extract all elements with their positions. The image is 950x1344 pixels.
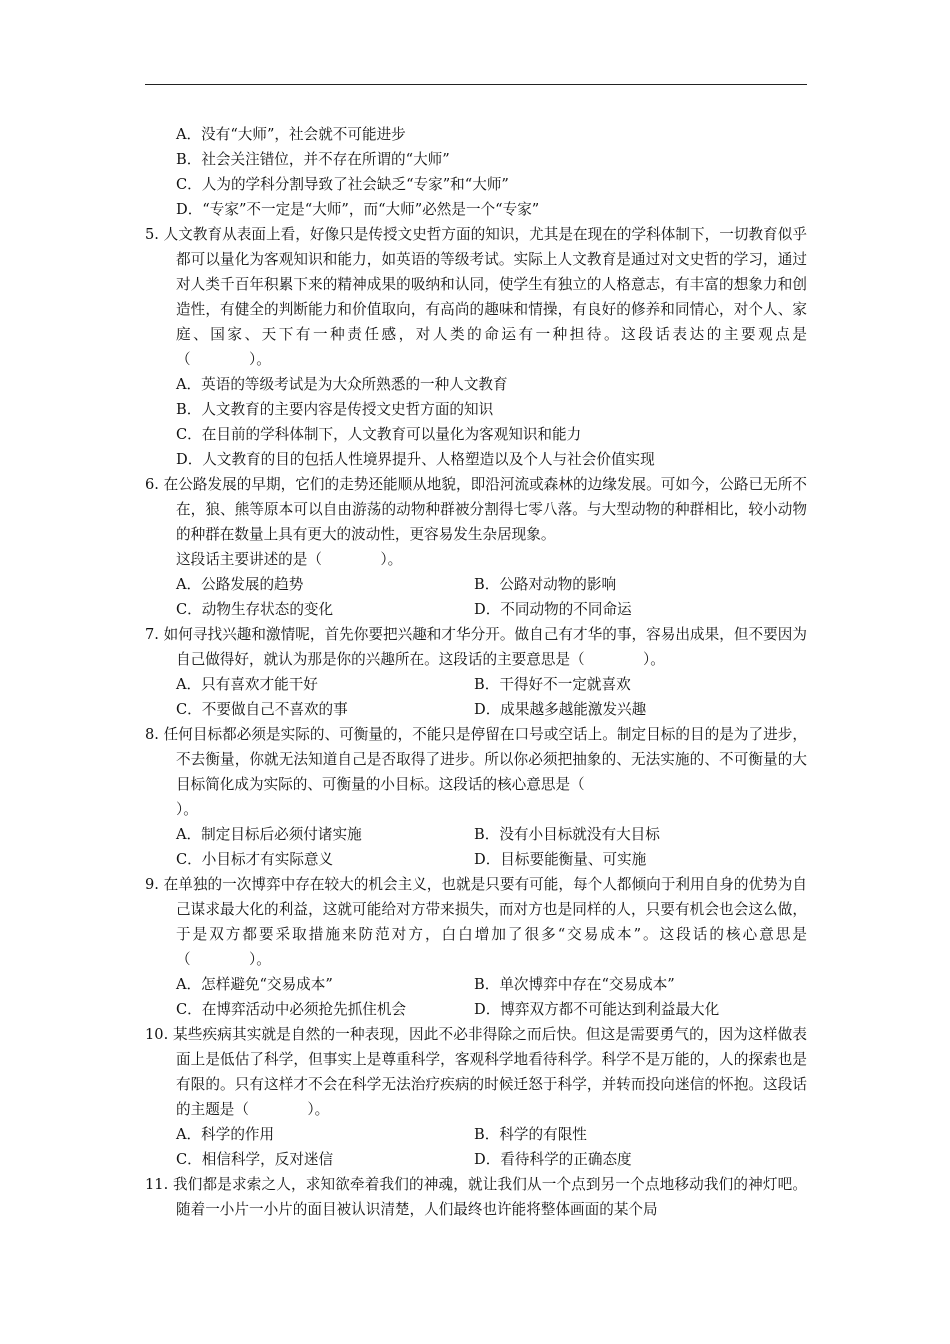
- q8-stem-tail: ）。: [176, 801, 198, 818]
- q5-option-d: D．人文教育的目的包括人性境界提升、人格塑造以及个人与社会价值实现: [176, 451, 655, 468]
- q4-option-a: A．没有“大师”，社会就不可能进步: [176, 126, 406, 143]
- q7-option-a: A．只有喜欢才能干好: [176, 676, 318, 693]
- q10-options-row-2: [145, 1147, 807, 1172]
- q6-stem: 6. 在公路发展的早期，它们的走势还能顺从地貌，即沿河流或森林的边缘发展。可如今，公路已无所不在，狼、熊等原本可以自由游荡的动物种群被分割得七零八落。与大型动物的种群相比，较小动物的种群在数量上具有更大的波动性，更容易发生杂居现象。: [145, 476, 807, 543]
- q5-option-b: B．人文教育的主要内容是传授文史哲方面的知识: [176, 401, 494, 418]
- q11-stem: 11. 我们都是求索之人，求知欲牵着我们的神魂，就让我们从一个点到另一个点地移动我们的神灯吧。随着一小片一小片的面目被认识清楚，人们最终也许能将整体画面的某个局: [145, 1176, 807, 1218]
- q8-stem: 8. 任何目标都必须是实际的、可衡量的，不能只是停留在口号或空话上。制定目标的目的是为了进步，不去衡量，你就无法知道自己是否取得了进步。所以你必须把抽象的、无法实施的、不可衡量的大目标简化成为实际的、可衡量的小目标。这段话的核心意思是（: [145, 726, 807, 793]
- q10-stem: 10. 某些疾病其实就是自然的一种表现，因此不必非得除之而后快。但这是需要勇气的，因为这样做表面上是低估了科学，但事实上是尊重科学，客观科学地看待科学。科学不是万能的，人的探索也是有限的。只有这样才不会在科学无法治疗疾病的时候迁怒于科学，并转而投向迷信的怀抱。这段话的主题是（ ）。: [145, 1026, 807, 1118]
- q5-stem: 5. 人文教育从表面上看，好像只是传授文史哲方面的知识，尤其是在现在的学科体制下，一切教育似乎都可以量化为客观知识和能力，如英语的等级考试。实际上人文教育是通过对文史哲的学习，通过对人类千百年积累下来的精神成果的吸纳和认同，使学生有独立的人格意志，有丰富的想象力和创造性，有健全的判断能力和价值取向，有高尚的趣味和情操，有良好的修养和同情心，对个人、家庭、国家、天下有一种责任感，对人类的命运有一种担待。这段话表达的主要观点是（ ）。: [145, 226, 807, 368]
- q7-stem: 7. 如何寻找兴趣和激情呢，首先你要把兴趣和才华分开。做自己有才华的事，容易出成果，但不要因为自己做得好，就认为那是你的兴趣所在。这段话的主要意思是（ ）。: [145, 626, 807, 668]
- q8-option-d: D．目标要能衡量、可实施: [474, 851, 647, 868]
- q9-option-d: D．博弈双方都不可能达到利益最大化: [474, 1001, 720, 1018]
- q5-option-a: A．英语的等级考试是为大众所熟悉的一种人文教育: [176, 376, 508, 393]
- q8-option-a: A．制定目标后必须付诸实施: [176, 826, 362, 843]
- q10-option-b: B．科学的有限性: [474, 1126, 587, 1143]
- q9-options-row-2: [145, 997, 807, 1022]
- q6-options-row-1: [145, 572, 807, 597]
- q8-option-c: C．小目标才有实际意义: [176, 851, 334, 868]
- q8-option-b: B．没有小目标就没有大目标: [474, 826, 660, 843]
- q10-option-d: D．看待科学的正确态度: [474, 1151, 632, 1168]
- q7-option-b: B．干得好不一定就喜欢: [474, 676, 631, 693]
- q8-options-row-2: [145, 847, 807, 872]
- q6-option-b: B．公路对动物的影响: [474, 576, 617, 593]
- q9-options-row-1: [145, 972, 807, 997]
- q5-option-c: C．在目前的学科体制下，人文教育可以量化为客观知识和能力: [176, 426, 582, 443]
- q10-option-c: C．相信科学，反对迷信: [176, 1151, 334, 1168]
- q9-option-c: C．在博弈活动中必须抢先抓住机会: [176, 1001, 407, 1018]
- q6-question: 这段话主要讲述的是（ ）。: [176, 551, 403, 568]
- q7-option-c: C．不要做自己不喜欢的事: [176, 701, 348, 718]
- q9-option-a: A．怎样避免“交易成本”: [176, 976, 333, 993]
- question-sheet: [145, 122, 807, 1222]
- q4-option-d: D．“专家”不一定是“大师”，而“大师”必然是一个“专家”: [176, 201, 540, 218]
- q10-option-a: A．科学的作用: [176, 1126, 275, 1143]
- q6-option-a: A．公路发展的趋势: [176, 576, 304, 593]
- q4-option-b: B．社会关注错位，并不存在所谓的“大师”: [176, 151, 450, 168]
- q9-option-b: B．单次博弈中存在“交易成本”: [474, 976, 675, 993]
- q7-options-row-1: [145, 672, 807, 697]
- header-rule: [145, 84, 807, 85]
- q4-option-c: C．人为的学科分割导致了社会缺乏“专家”和“大师”: [176, 176, 509, 193]
- q9-stem: 9. 在单独的一次博弈中存在较大的机会主义，也就是只要有可能，每个人都倾向于利用自身的优势为自己谋求最大化的利益，这就可能给对方带来损失，而对方也是同样的人，只要有机会也会这么做，于是双方都要采取措施来防范对方，白白增加了很多“交易成本”。这段话的核心意思是（ ）。: [145, 876, 807, 968]
- q6-option-d: D．不同动物的不同命运: [474, 601, 632, 618]
- q7-options-row-2: [145, 697, 807, 722]
- q10-options-row-1: [145, 1122, 807, 1147]
- q6-options-row-2: [145, 597, 807, 622]
- q6-option-c: C．动物生存状态的变化: [176, 601, 334, 618]
- q8-options-row-1: [145, 822, 807, 847]
- q7-option-d: D．成果越多越能激发兴趣: [474, 701, 647, 718]
